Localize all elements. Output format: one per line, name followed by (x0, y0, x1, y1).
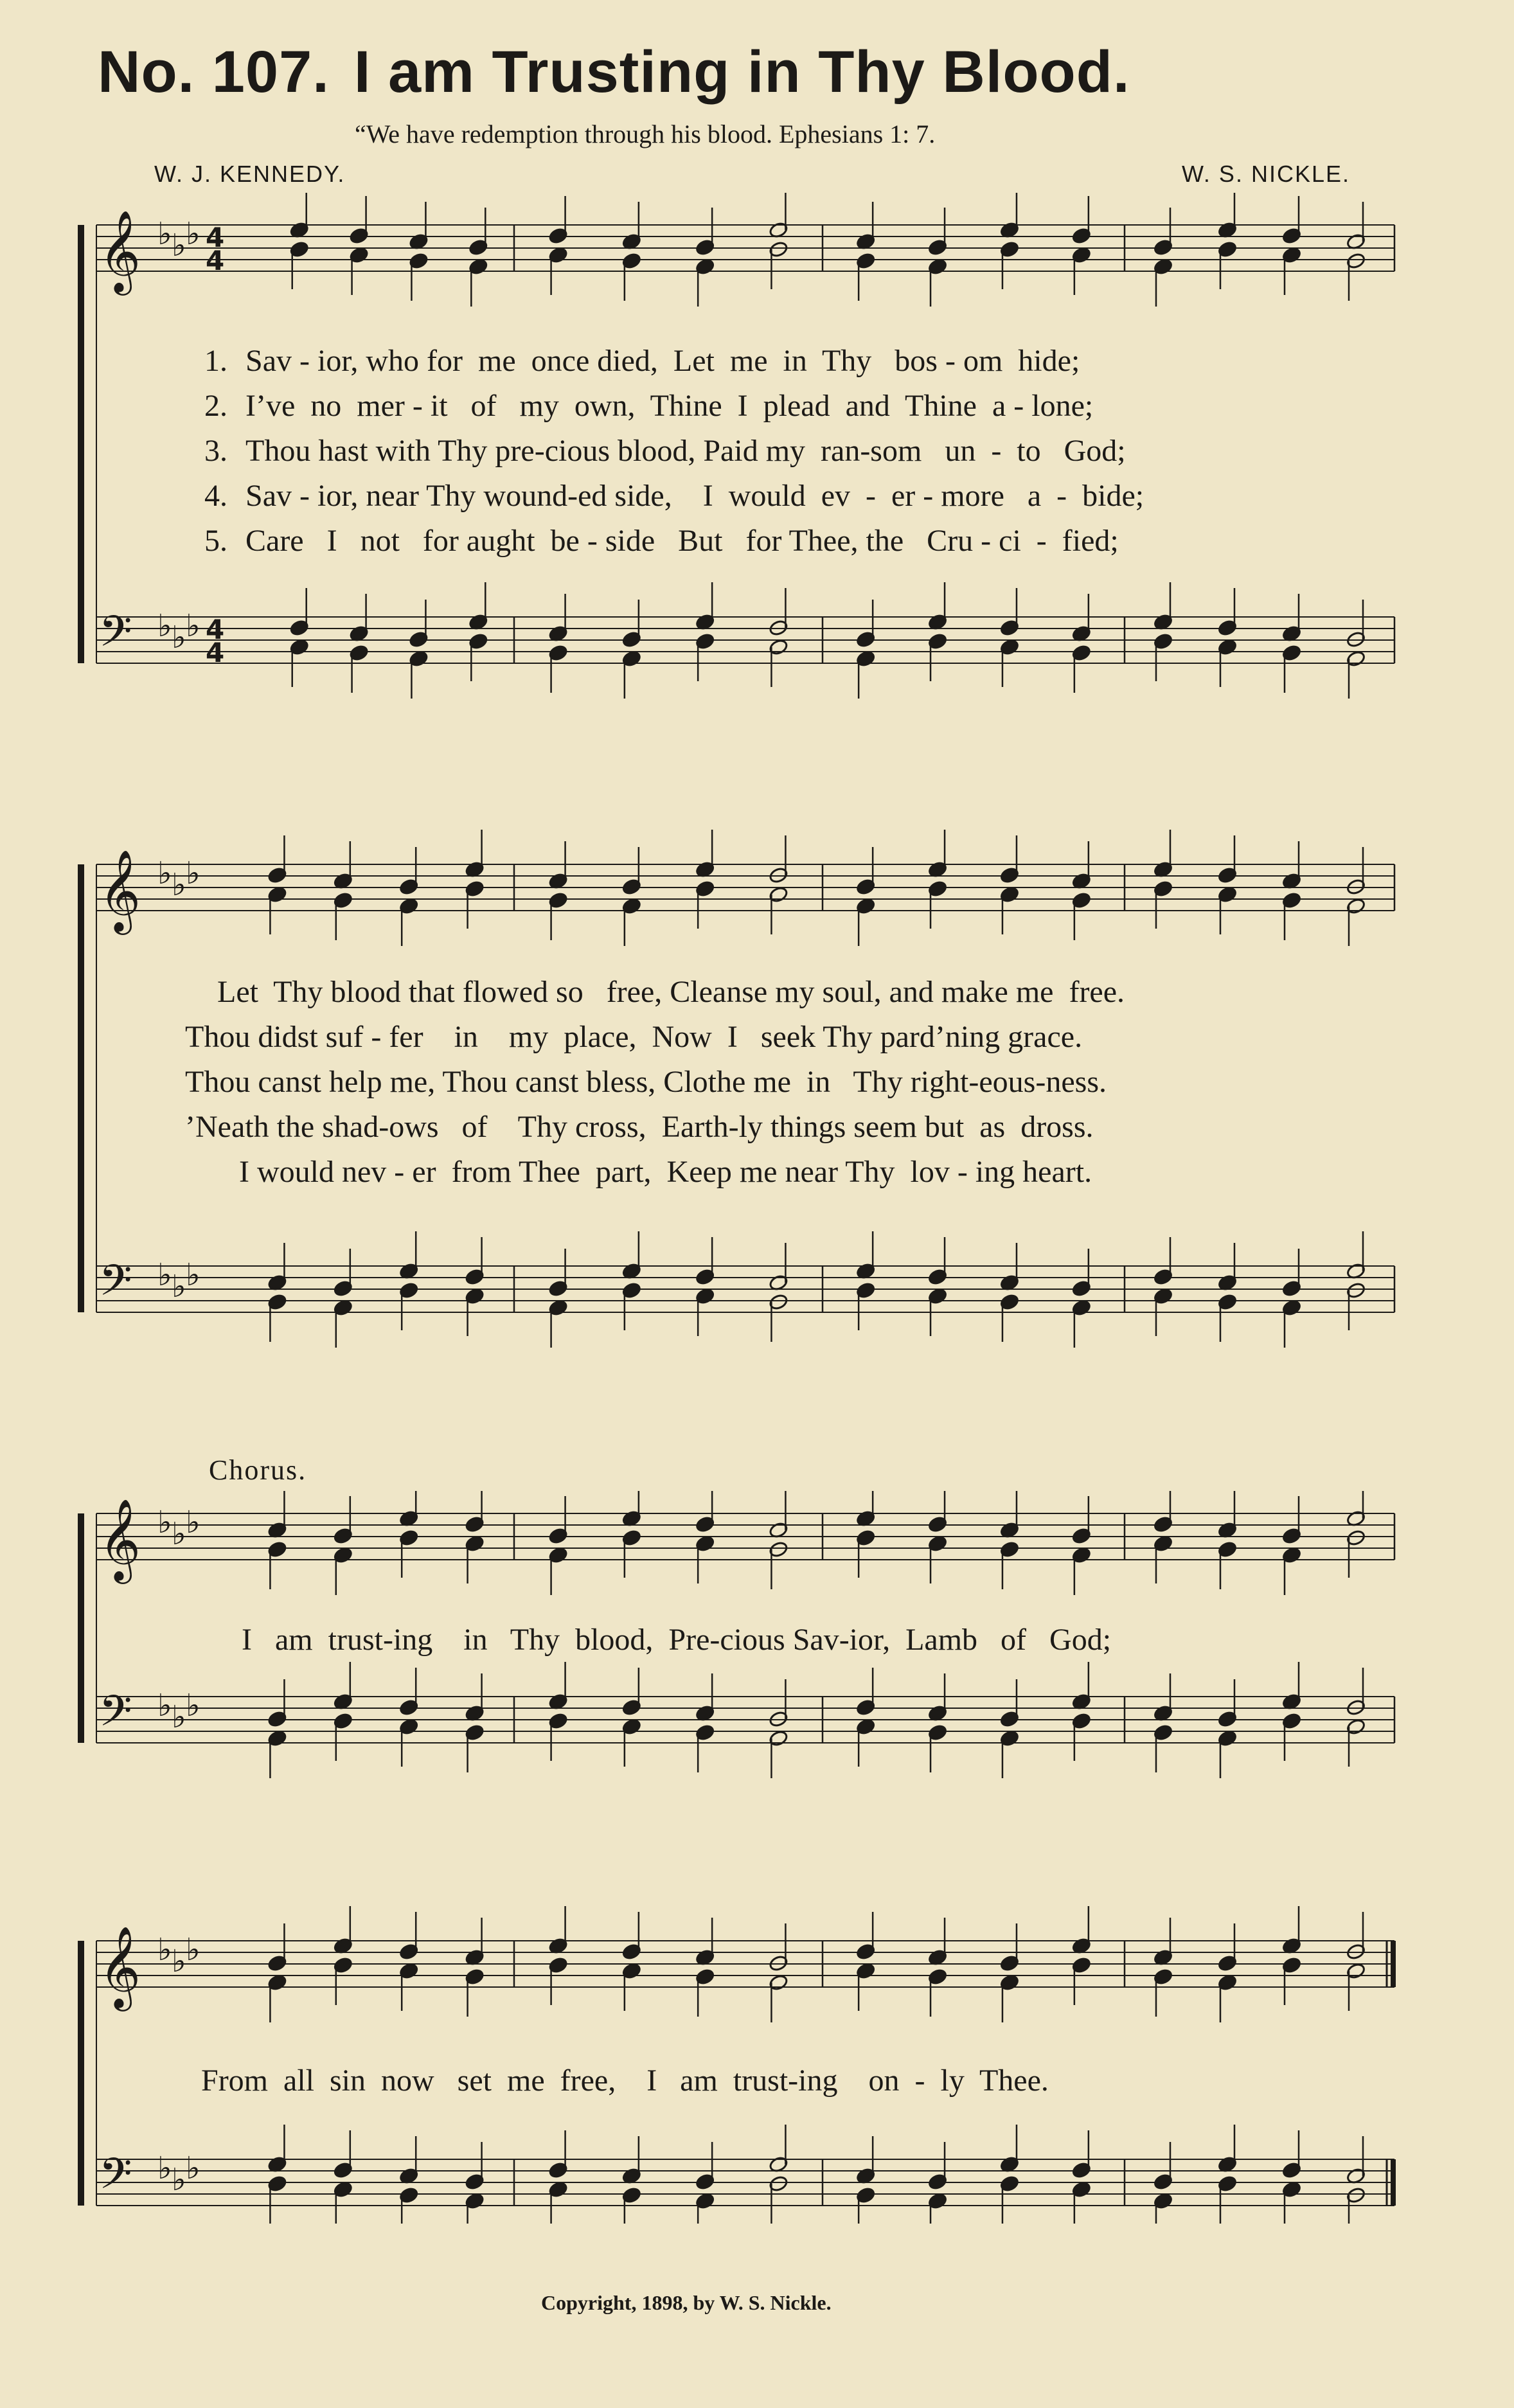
scripture-reference: “We have redemption through his blood. Ephesians 1: 7. (355, 120, 936, 148)
hymn-number: No. 107. (98, 39, 330, 105)
treble-clef-icon: 𝄞 (99, 849, 141, 931)
flat-sign-icon: ♭ (172, 227, 186, 263)
verse-text: Sav - ior, near Thy wound-ed side, I would ev - er - more a - bide; (245, 479, 1144, 513)
treble-clef-icon: 𝄞 (99, 210, 141, 292)
time-signature-top: 4 (206, 222, 225, 253)
bass-clef-icon: 𝄢 (99, 1686, 132, 1746)
flat-sign-icon: ♭ (157, 1504, 172, 1540)
flat-sign-icon: ♭ (186, 1504, 200, 1540)
verse-line-2b: Thou didst suf - fer in my place, Now I seek Thy pard’ning grace. (185, 1020, 1083, 1054)
flat-sign-icon: ♭ (186, 1688, 200, 1724)
flat-sign-icon: ♭ (186, 855, 200, 891)
verse-line-2a (204, 388, 1093, 424)
verse-number: 5. (204, 524, 227, 558)
verse-line-4b: ’Neath the shad-ows of Thy cross, Earth-ly things seem but as dross. (185, 1110, 1094, 1144)
time-signature-top: 4 (206, 614, 225, 645)
hymn-heading (98, 39, 1130, 106)
flat-sign-icon: ♭ (186, 1257, 200, 1293)
music-system-1 (77, 193, 1401, 758)
verse-number: 1. (204, 344, 227, 378)
flat-sign-icon: ♭ (186, 2150, 200, 2186)
flat-sign-icon: ♭ (186, 608, 200, 644)
flat-sign-icon: ♭ (172, 620, 186, 656)
verse-line-3a (204, 433, 1126, 468)
copyright-notice: Copyright, 1898, by W. S. Nickle. (541, 2291, 832, 2314)
flat-sign-icon: ♭ (172, 2162, 186, 2198)
verse-number: 2. (204, 389, 227, 423)
flat-sign-icon: ♭ (172, 1269, 186, 1305)
verse-line-1b: Let Thy blood that flowed so free, Cleanse my soul, and make me free. (217, 975, 1125, 1009)
hymn-title: I am Trusting in Thy Blood. (353, 39, 1130, 105)
time-signature-bottom: 4 (206, 245, 225, 276)
treble-clef-icon: 𝄞 (99, 1925, 141, 2008)
verse-text: Care I not for aught be - side But for Thee, the Cru - ci - fied; (245, 524, 1119, 558)
flat-sign-icon: ♭ (172, 867, 186, 903)
verse-line-1a (204, 343, 1080, 379)
flat-sign-icon: ♭ (157, 1688, 172, 1724)
chorus-label: Chorus. (209, 1454, 307, 1486)
chorus-lyric-line-1: I am trust-ing in Thy blood, Pre-cious Sav-ior, Lamb of God; (242, 1623, 1112, 1657)
bass-clef-icon: 𝄢 (99, 607, 132, 666)
verse-line-5b: I would nev - er from Thee part, Keep me near Thy lov - ing heart. (239, 1155, 1092, 1189)
flat-sign-icon: ♭ (172, 1516, 186, 1552)
verse-number: 4. (204, 479, 227, 513)
flat-sign-icon: ♭ (172, 1699, 186, 1735)
lyricist-credit: W. J. KENNEDY. (154, 161, 346, 187)
verse-text: Thou hast with Thy pre-cious blood, Paid my ran-som un - to God; (245, 434, 1126, 468)
verse-number: 3. (204, 434, 227, 468)
music-notation-system-1 (77, 193, 1401, 758)
verse-line-4a (204, 478, 1144, 513)
flat-sign-icon: ♭ (157, 855, 172, 891)
flat-sign-icon: ♭ (157, 2150, 172, 2186)
treble-clef-icon: 𝄞 (99, 1498, 141, 1580)
verse-line-5a (204, 523, 1119, 558)
flat-sign-icon: ♭ (157, 608, 172, 644)
flat-sign-icon: ♭ (186, 1932, 200, 1968)
time-signature-bottom: 4 (206, 637, 225, 668)
bass-clef-icon: 𝄢 (99, 2149, 132, 2209)
verse-line-3b: Thou canst help me, Thou canst bless, Clothe me in Thy right-eous-ness. (185, 1065, 1107, 1099)
verse-text: I’ve no mer - it of my own, Thine I plead and Thine a - lone; (245, 389, 1094, 423)
composer-credit: W. S. NICKLE. (1181, 161, 1350, 187)
bass-clef-icon: 𝄢 (99, 1256, 132, 1315)
chorus-lyric-line-2: From all sin now set me free, I am trust-ing on - ly Thee. (201, 2064, 1049, 2098)
flat-sign-icon: ♭ (157, 216, 172, 252)
flat-sign-icon: ♭ (157, 1257, 172, 1293)
flat-sign-icon: ♭ (157, 1932, 172, 1968)
flat-sign-icon: ♭ (172, 1943, 186, 1979)
flat-sign-icon: ♭ (186, 216, 200, 252)
verse-text: Sav - ior, who for me once died, Let me in Thy bos - om hide; (245, 344, 1080, 378)
